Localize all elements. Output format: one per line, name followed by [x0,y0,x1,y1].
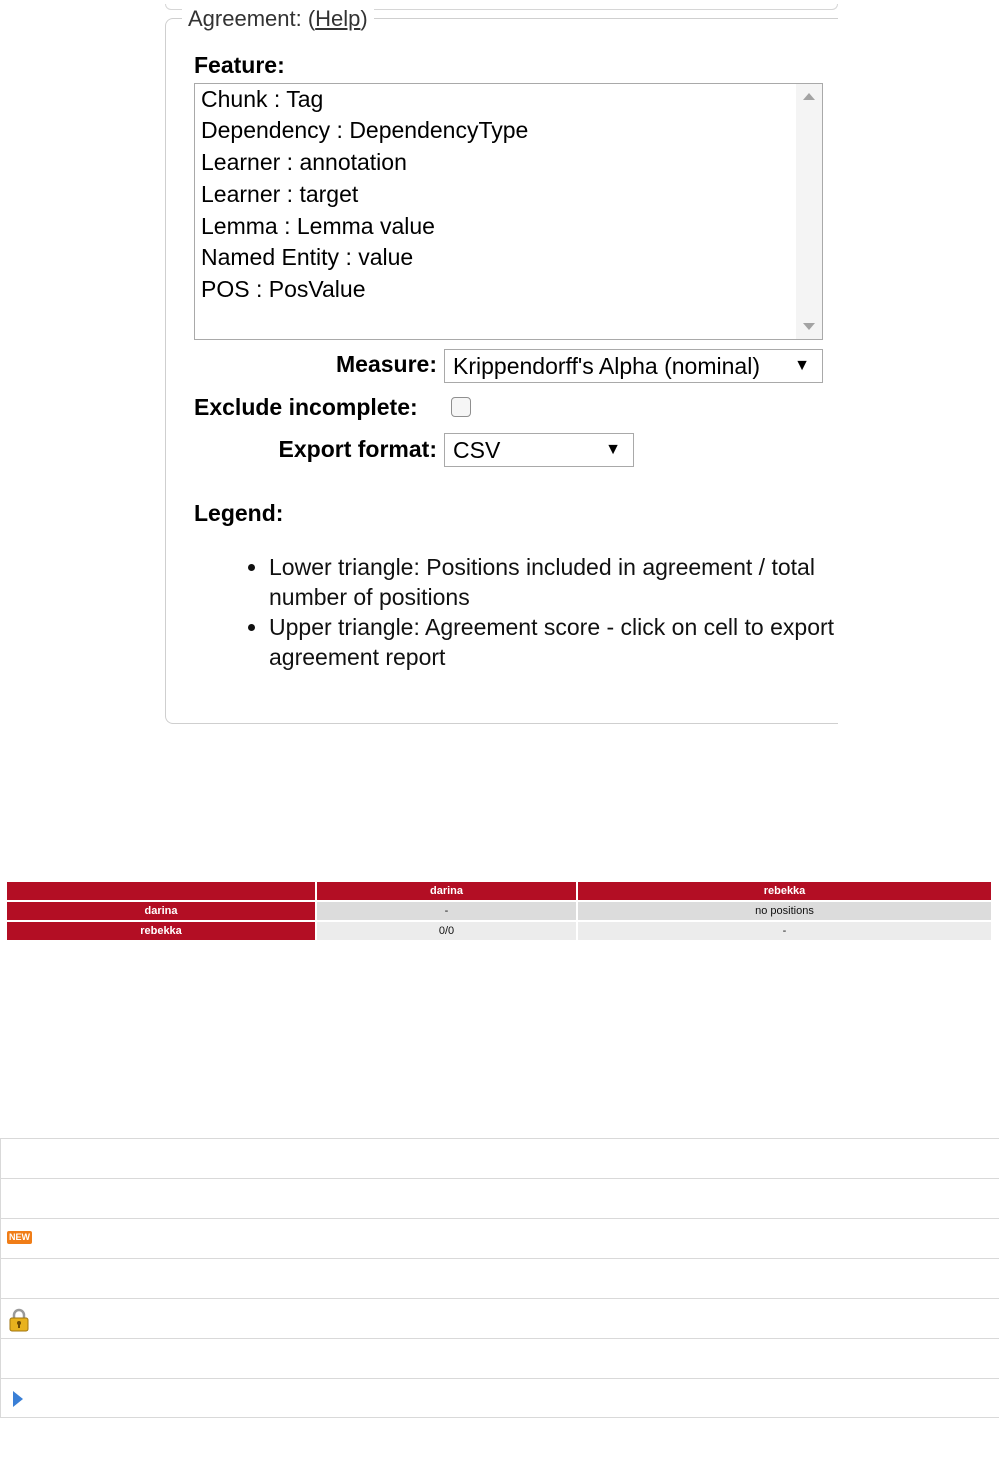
feature-option[interactable]: Dependency : DependencyType [201,117,529,143]
export-format-select[interactable] [444,433,634,467]
exclude-incomplete-checkbox[interactable] [451,397,471,417]
matrix-header-row [7,882,993,900]
matrix-col-header: darina [317,882,578,900]
legend-heading: Legend: [194,500,284,526]
list-item[interactable] [0,1138,999,1178]
matrix-row-header: rebekka [7,922,317,940]
scroll-up-arrow-icon[interactable] [803,93,815,100]
play-arrow-icon[interactable] [13,1391,23,1407]
agreement-title-close: ) [360,6,368,31]
help-link[interactable]: Help [315,6,361,31]
matrix-row [7,902,993,920]
new-badge-icon: NEW [9,1232,30,1242]
matrix-row [7,922,993,940]
list-item[interactable] [0,1338,999,1378]
export-format-label: Export format: [278,436,437,462]
lock-icon [9,1308,29,1337]
feature-label: Feature: [194,52,285,78]
list-item[interactable] [0,1378,999,1418]
item-list [0,1138,999,1418]
exclude-incomplete-label: Exclude incomplete: [194,394,418,420]
list-item[interactable] [0,1258,999,1298]
matrix-cell: 0/0 [317,922,578,940]
dropdown-arrow-icon: ▼ [605,441,621,458]
feature-listbox[interactable] [194,83,823,340]
legend-item: • Upper triangle: Agreement score - click on cell to export agreement report [269,612,849,672]
agreement-matrix [7,880,993,942]
feature-option[interactable]: Learner : target [201,181,359,207]
agreement-title [182,4,374,34]
matrix-col-header: rebekka [578,882,993,900]
matrix-cell: - [317,902,578,920]
matrix-row-header: darina [7,902,317,920]
matrix-cell[interactable]: no positions [578,902,993,920]
export-format-value: CSV [453,437,501,463]
measure-select[interactable] [444,349,823,383]
agreement-title-text: Agreement: ( [188,6,316,31]
dropdown-arrow-icon: ▼ [794,357,810,374]
list-item[interactable] [0,1218,999,1258]
listbox-scrollbar[interactable] [796,84,822,339]
matrix-corner-cell [7,882,317,900]
measure-label: Measure: [336,351,437,377]
scroll-down-arrow-icon[interactable] [803,323,815,330]
legend-list [227,552,849,672]
panel-clip [838,0,999,740]
list-item[interactable] [0,1178,999,1218]
list-item[interactable] [0,1298,999,1338]
feature-option[interactable]: Learner : annotation [201,149,407,175]
matrix-cell: - [578,922,993,940]
feature-option[interactable]: Chunk : Tag [201,86,324,112]
feature-option[interactable]: Lemma : Lemma value [201,213,435,239]
legend-item: • Lower triangle: Positions included in agreement / total number of positions [269,552,849,612]
feature-option[interactable]: POS : PosValue [201,276,366,302]
feature-option[interactable]: Named Entity : value [201,244,414,270]
measure-select-value: Krippendorff's Alpha (nominal) [453,353,760,379]
